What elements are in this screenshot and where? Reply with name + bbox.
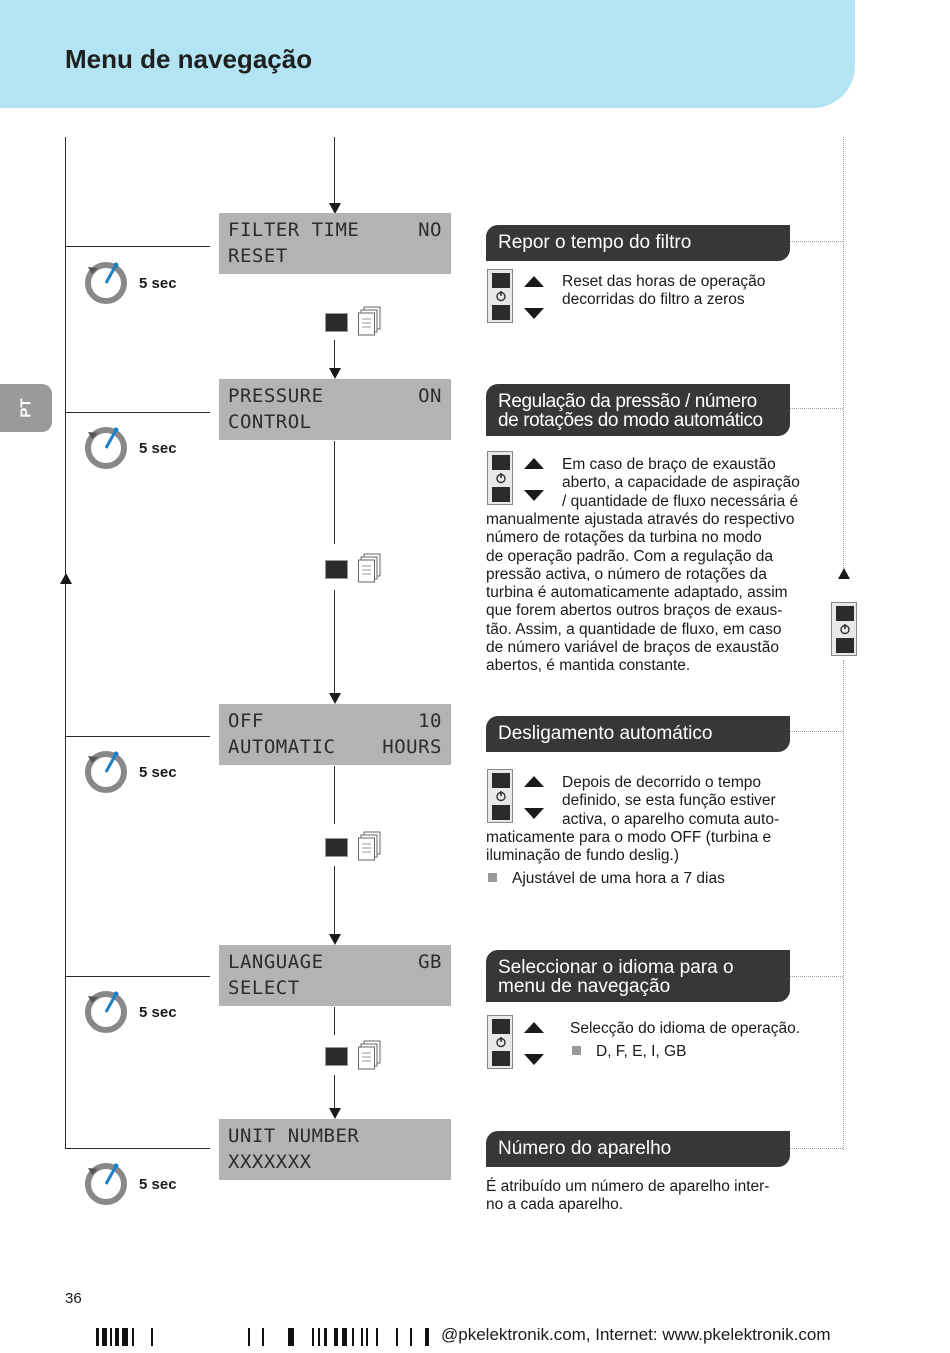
flow-center-line (334, 340, 335, 368)
flow-down-arrow (329, 934, 341, 945)
keypad-frame (487, 451, 513, 505)
keypad-frame (487, 1015, 513, 1069)
text-line: iluminação de fundo deslig.) (486, 847, 680, 865)
text-line: que forem abertos outros braços de exaus- (486, 602, 783, 620)
lcd-value: 10 (418, 710, 442, 732)
text-line: tão. Assim, a quantidade de fluxo, em caso (486, 620, 782, 638)
lcd-value: ON (418, 385, 442, 407)
timer-label: 5 sec (139, 275, 177, 292)
flow-center-line (334, 766, 335, 824)
arrow-down-icon (524, 1054, 544, 1065)
text-line: activa, o aparelho comuta auto- (562, 810, 780, 828)
lcd-display (219, 1119, 451, 1180)
button-document-pair (325, 553, 383, 587)
document-stack-icon (358, 306, 382, 336)
timer-label: 5 sec (139, 1004, 177, 1021)
keypad-icon (486, 451, 548, 507)
flow-center-line (334, 441, 335, 544)
section-title-bar (486, 950, 790, 1002)
section-text (486, 511, 794, 676)
section-title-bar (486, 1131, 790, 1167)
lcd-text: PRESSURE (228, 385, 324, 407)
text-line: de operação padrão. Com a regulação da (486, 547, 773, 565)
key-square-icon (325, 313, 348, 332)
page-number: 36 (65, 1290, 82, 1307)
timer-label: 5 sec (139, 764, 177, 781)
section-title: Número do aparelho (498, 1138, 672, 1159)
section-text (562, 774, 779, 829)
flow-up-arrow (60, 573, 72, 584)
section-title-bar (486, 225, 790, 261)
text-line: / quantidade de fluxo necessária é (562, 492, 799, 510)
section-text (562, 273, 765, 310)
arrow-up-icon (524, 776, 544, 787)
text-line: aberto, a capacidade de aspiração (562, 474, 800, 492)
flow-connector (790, 976, 843, 977)
lcd-text: SELECT (228, 977, 300, 999)
footer-contact: @pkelektronik.com, Internet: www.pkelektronik.com (441, 1325, 831, 1344)
power-icon (492, 789, 510, 803)
text-line: no a cada aparelho. (486, 1196, 624, 1214)
arrow-up-icon (524, 276, 544, 287)
text-line: abertos, é mantida constante. (486, 657, 691, 675)
language-tab (0, 384, 52, 432)
flow-down-arrow (329, 1108, 341, 1119)
keypad-frame (831, 602, 857, 656)
keypad-key-bottom (492, 805, 510, 820)
lcd-display (219, 704, 451, 765)
text-line: de número variável de braços de exaustão (486, 639, 779, 657)
keypad-key-top (492, 455, 510, 470)
flow-branch (65, 1148, 210, 1149)
document-stack-icon (358, 553, 382, 583)
lcd-text: LANGUAGE (228, 951, 324, 973)
flow-branch (65, 412, 210, 413)
text-line: pressão activa, o número de rotações da (486, 565, 767, 583)
power-icon (492, 289, 510, 303)
document-stack-icon (358, 1040, 382, 1070)
section-title: de rotações do modo automático (498, 410, 763, 431)
power-icon (492, 471, 510, 485)
document-stack-icon (358, 831, 382, 861)
keypad-frame (487, 269, 513, 323)
lcd-text: RESET (228, 245, 288, 267)
keypad-icon (486, 769, 548, 825)
flow-center-line (334, 1075, 335, 1108)
section-text (486, 829, 771, 866)
flow-return-line (843, 660, 844, 1150)
section-title-bar (486, 384, 790, 436)
keypad-icon (486, 1015, 548, 1071)
section-text: Selecção do idioma de operação. (570, 1020, 801, 1037)
text-line: manualmente ajustada através do respectivo (486, 511, 795, 528)
keypad-icon (486, 269, 548, 325)
lcd-text: OFF (228, 710, 264, 732)
lcd-display (219, 945, 451, 1006)
key-square-icon (325, 560, 348, 579)
barcode-graphic (96, 1326, 436, 1348)
flow-center-line (334, 866, 335, 934)
lcd-text: FILTER TIME (228, 219, 360, 241)
arrow-down-icon (524, 308, 544, 319)
arrow-down-icon (524, 490, 544, 501)
text-line: definido, se esta função estiver (562, 792, 776, 810)
page-title: Menu de navegação (65, 44, 313, 74)
text-line: Reset das horas de operação (562, 273, 766, 290)
arrow-up-icon (524, 458, 544, 469)
text-line: É atribuído um número de aparelho inter- (486, 1178, 770, 1195)
flow-connector (790, 1148, 843, 1149)
keypad-frame (487, 769, 513, 823)
section-title: Seleccionar o idioma para o (498, 957, 734, 978)
lcd-value: HOURS (382, 736, 442, 758)
flow-center-line (334, 590, 335, 693)
timer-icon (84, 750, 128, 794)
flow-connector (790, 408, 843, 409)
timer-icon (84, 1162, 128, 1206)
flow-branch (65, 976, 210, 977)
section-title: Repor o tempo do filtro (498, 232, 692, 253)
button-document-pair (325, 1040, 383, 1074)
return-keypad (830, 602, 860, 658)
section-text (486, 1178, 769, 1215)
lcd-display (219, 379, 451, 440)
lcd-text: UNIT NUMBER (228, 1125, 360, 1147)
lcd-value: NO (418, 219, 442, 241)
text-line: Em caso de braço de exaustão (562, 456, 776, 473)
language-tab-label: PT (17, 398, 35, 418)
timer-icon (84, 426, 128, 470)
button-document-pair (325, 306, 383, 340)
text-line: número de rotações da turbina no modo (486, 529, 762, 547)
bullet-square (488, 873, 497, 882)
timer-icon (84, 990, 128, 1034)
arrow-up-icon (524, 1022, 544, 1033)
timer-label: 5 sec (139, 1176, 177, 1193)
flow-left-line (65, 137, 66, 1148)
text-line: turbina é automaticamente adaptado, assim (486, 584, 788, 602)
lcd-text: XXXXXXX (228, 1151, 312, 1173)
flow-down-arrow (329, 693, 341, 704)
button-document-pair (325, 831, 383, 865)
lcd-display (219, 213, 451, 274)
bullet-square (572, 1046, 581, 1055)
section-title: Desligamento automático (498, 723, 713, 744)
key-square-icon (325, 1047, 348, 1066)
flow-branch (65, 736, 210, 737)
flow-center-line (334, 1007, 335, 1035)
flow-center-line (334, 137, 335, 203)
keypad-key-bottom (492, 1051, 510, 1066)
keypad-key-bottom (836, 638, 854, 653)
section-title: Regulação da pressão / número (498, 391, 757, 412)
bullet-text: D, F, E, I, GB (596, 1043, 687, 1060)
timer-icon (84, 261, 128, 305)
keypad-key-top (492, 1019, 510, 1034)
flow-return-line (843, 137, 844, 570)
key-square-icon (325, 838, 348, 857)
flow-return-arrow (838, 568, 850, 579)
flow-branch (65, 246, 210, 247)
text-line: Depois de decorrido o tempo (562, 774, 762, 791)
power-icon (836, 622, 854, 636)
lcd-text: AUTOMATIC (228, 736, 336, 758)
keypad-key-bottom (492, 487, 510, 502)
keypad-key-bottom (492, 305, 510, 320)
section-title: menu de navegação (498, 976, 671, 997)
keypad-key-top (836, 606, 854, 621)
lcd-text: CONTROL (228, 411, 312, 433)
page-header (0, 0, 855, 108)
lcd-value: GB (418, 951, 442, 973)
bullet-text: Ajustável de uma hora a 7 dias (512, 870, 725, 887)
section-text (562, 456, 800, 511)
flow-down-arrow (329, 368, 341, 379)
section-title-bar (486, 716, 790, 752)
flow-connector (790, 241, 843, 242)
text-line: maticamente para o modo OFF (turbina e (486, 829, 772, 846)
arrow-down-icon (524, 808, 544, 819)
timer-label: 5 sec (139, 440, 177, 457)
text-line: decorridas do filtro a zeros (562, 291, 745, 309)
power-icon (492, 1035, 510, 1049)
keypad-key-top (492, 773, 510, 788)
flow-connector (790, 731, 843, 732)
keypad-key-top (492, 273, 510, 288)
